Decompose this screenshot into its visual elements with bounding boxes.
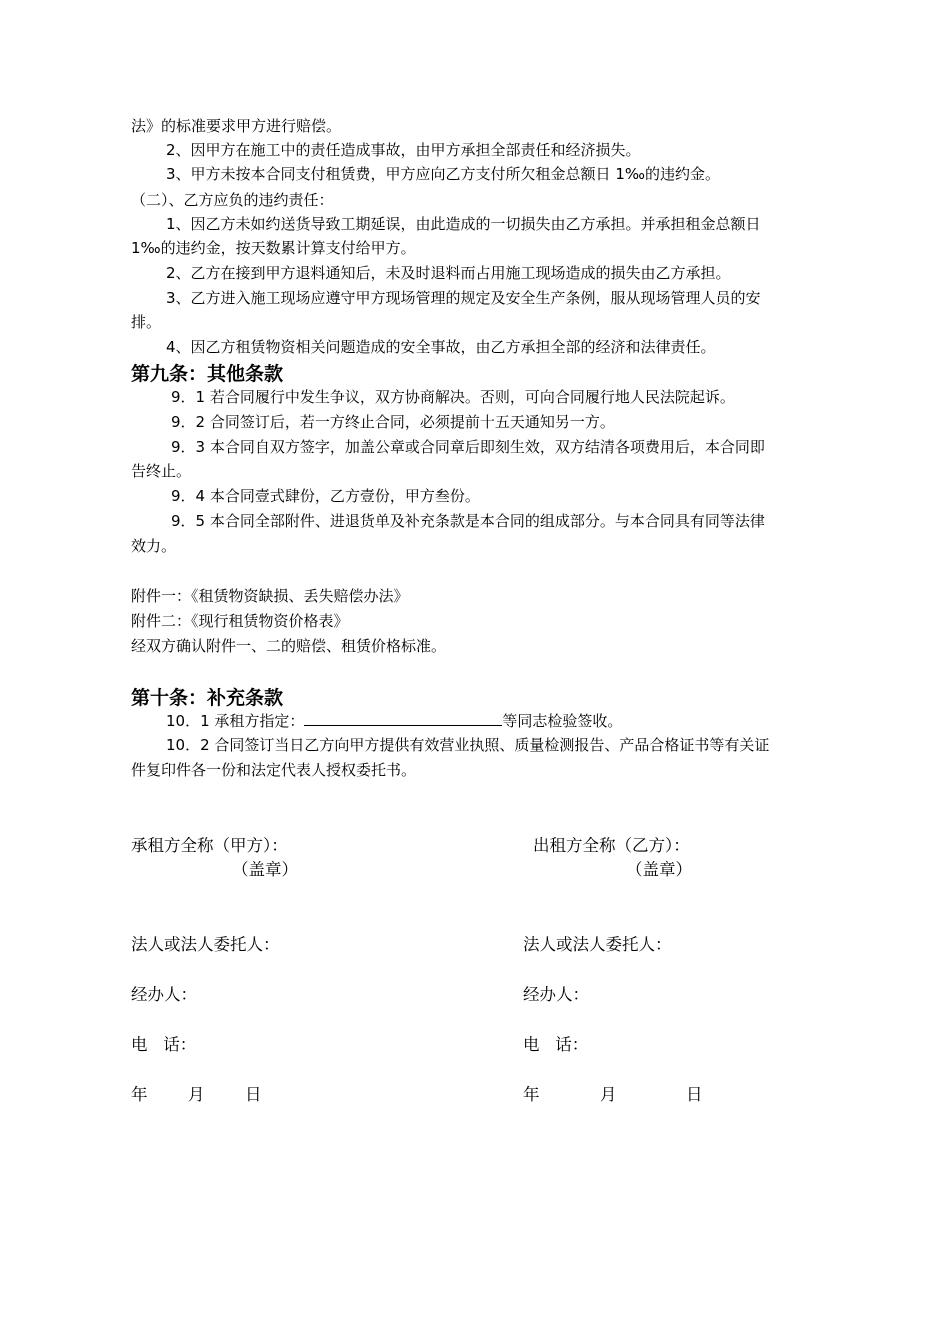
article-9-title: 第九条：其他条款 [131,363,284,385]
clause-text [166,710,622,731]
lessor-phone-label: 电 话： [523,1035,589,1054]
clause-text: 10．2 合同签订当日乙方向甲方提供有效营业执照、质量检测报告、产品合格证书等有关证 [166,736,770,754]
lessor-date-day: 日 [686,1085,703,1104]
attachment-1: 附件一：《租赁物资缺损、丢失赔偿办法》 [131,587,409,605]
clause-text: 9．1 若合同履行中发生争议，双方协商解决。否则，可向合同履行地人民法院起诉。 [171,388,735,406]
subsection-heading: （二）、乙方应负的违约责任： [131,191,334,209]
lessor-date-year: 年 [523,1085,540,1104]
clause-text: 4、因乙方租赁物资相关问题造成的安全事故，由乙方承担全部的经济和法律责任。 [166,338,716,356]
attachment-confirmation: 经双方确认附件一、二的赔偿、租赁价格标准。 [131,637,447,655]
designee-blank-line[interactable] [304,710,502,726]
clause-text: 件复印件各一份和法定代表人授权委托书。 [131,761,417,779]
clause-text: 法》的标准要求甲方进行赔偿。 [131,117,342,135]
clause-text-suffix: 等同志检验签收。 [502,712,623,730]
clause-text: 2、因甲方在施工中的责任造成事故，由甲方承担全部责任和经济损失。 [166,141,641,159]
clause-text: 9．4 本合同壹式肆份，乙方壹份，甲方叁份。 [171,487,480,505]
lessor-seal-label: （盖章） [626,860,692,879]
clause-text: 告终止。 [131,462,192,480]
lessee-seal-label: （盖章） [232,860,298,879]
lessor-name-label: 出租方全称（乙方）： [533,836,690,855]
clause-text: 3、乙方进入施工现场应遵守甲方现场管理的规定及安全生产条例，服从现场管理人员的安 [166,289,761,307]
lessee-agent-label: 经办人： [131,985,197,1004]
lessee-phone-label: 电 话： [131,1035,197,1054]
clause-text: 9．3 本合同自双方签字，加盖公章或合同章后即刻生效，双方结清各项费用后，本合同即 [171,438,765,456]
lessor-legal-rep-label: 法人或法人委托人： [523,935,672,954]
lessor-agent-label: 经办人： [523,985,589,1004]
clause-text: 1、因乙方未如约送货导致工期延误，由此造成的一切损失由乙方承担。并承担租金总额日 [166,215,761,233]
clause-text: 1‰的违约金，按天数累计算支付给甲方。 [131,239,416,257]
clause-text: 效力。 [131,537,177,555]
article-10-title: 第十条：补充条款 [131,687,284,709]
lessee-date-day: 日 [245,1085,262,1104]
clause-text: 2、乙方在接到甲方退料通知后，未及时退料而占用施工现场造成的损失由乙方承担。 [166,264,731,282]
lessee-name-label: 承租方全称（甲方）： [131,836,288,855]
attachment-2: 附件二：《现行租赁物资价格表》 [131,612,349,630]
clause-text-prefix: 10．1 承租方指定： [166,712,305,730]
lessor-date-month: 月 [600,1085,617,1104]
lessee-legal-rep-label: 法人或法人委托人： [131,935,280,954]
clause-text: 排。 [131,313,162,331]
lessee-date-month: 月 [188,1085,205,1104]
clause-text: 3、甲方未按本合同支付租赁费，甲方应向乙方支付所欠租金总额日 1‰的违约金。 [166,165,720,183]
clause-text: 9．2 合同签订后，若一方终止合同，必须提前十五天通知另一方。 [171,413,615,431]
lessee-date-year: 年 [131,1085,148,1104]
clause-text: 9．5 本合同全部附件、进退货单及补充条款是本合同的组成部分。与本合同具有同等法律 [171,512,765,530]
